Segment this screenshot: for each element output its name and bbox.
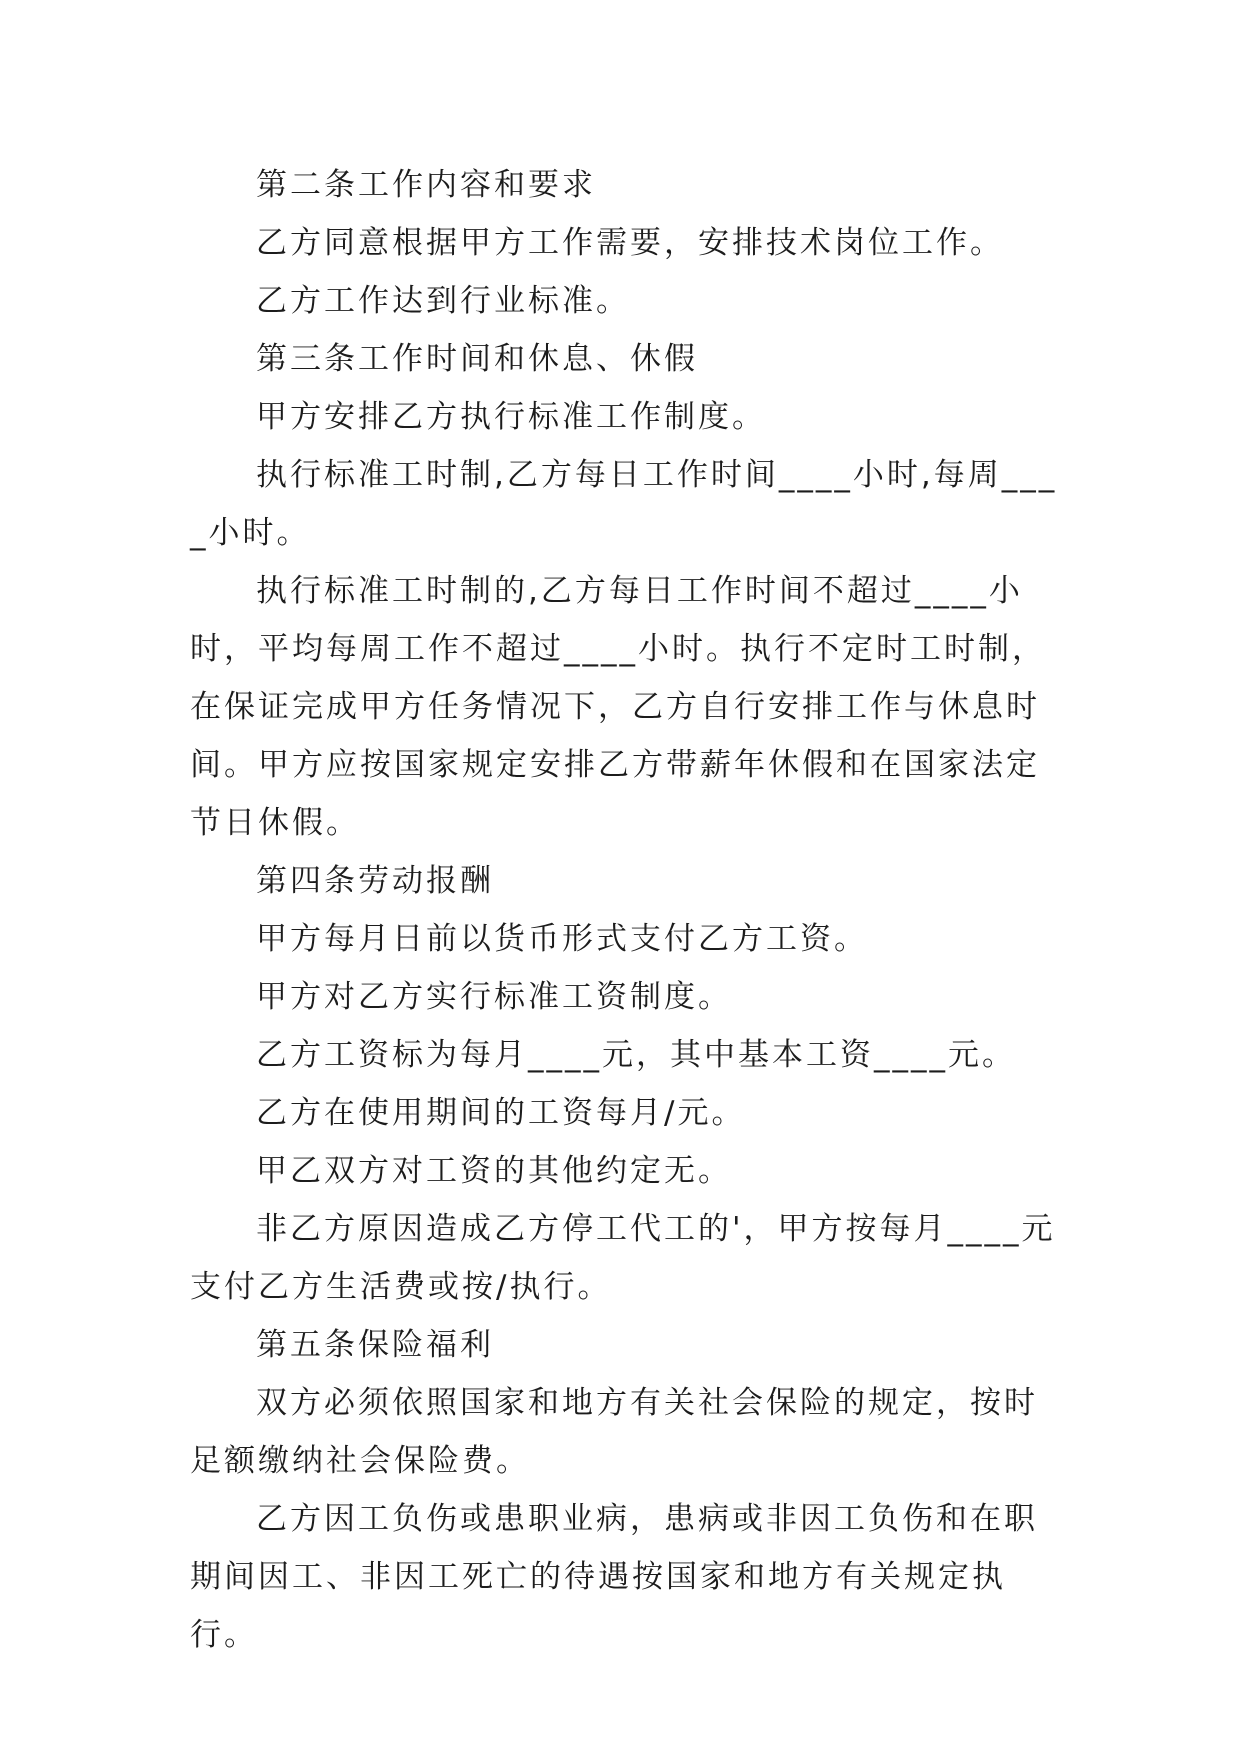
paragraph: 乙方工资标为每月____元，其中基本工资____元。 <box>256 1037 1016 1073</box>
paragraph: 执行标准工时制的,乙方每日工作时间不超过____小时，平均每周工作不超过____小时。执行不定时工时制，在保证完成甲方任务情况下，乙方自行安排工作与休息时间。甲方应按国家规定安排乙方带薪年休假和在国家法定节日休假。 <box>190 573 1046 841</box>
document-body <box>190 156 1070 1664</box>
paragraph: 非乙方原因造成乙方停工代工的'，甲方按每月____元支付乙方生活费或按/执行。 <box>190 1211 1056 1305</box>
article-2-heading: 第二条工作内容和要求 <box>256 167 596 203</box>
paragraph: 乙方工作达到行业标准。 <box>256 283 630 319</box>
article-3-heading: 第三条工作时间和休息、休假 <box>256 341 698 377</box>
paragraph: 甲方每月日前以货币形式支付乙方工资。 <box>256 921 868 957</box>
paragraph: 乙方在使用期间的工资每月/元。 <box>256 1095 746 1131</box>
paragraph: 甲方安排乙方执行标准工作制度。 <box>256 399 766 435</box>
paragraph: 双方必须依照国家和地方有关社会保险的规定，按时足额缴纳社会保险费。 <box>190 1385 1038 1479</box>
article-5-heading: 第五条保险福利 <box>256 1327 494 1363</box>
article-4-heading: 第四条劳动报酬 <box>256 863 494 899</box>
paragraph: 甲方对乙方实行标准工资制度。 <box>256 979 732 1015</box>
paragraph: 执行标准工时制,乙方每日工作时间____小时,每周____小时。 <box>190 457 1058 551</box>
paragraph: 乙方同意根据甲方工作需要，安排技术岗位工作。 <box>256 225 1004 261</box>
paragraph: 甲乙双方对工资的其他约定无。 <box>256 1153 732 1189</box>
paragraph: 乙方因工负伤或患职业病，患病或非因工负伤和在职期间因工、非因工死亡的待遇按国家和地方有关规定执行。 <box>190 1501 1038 1653</box>
